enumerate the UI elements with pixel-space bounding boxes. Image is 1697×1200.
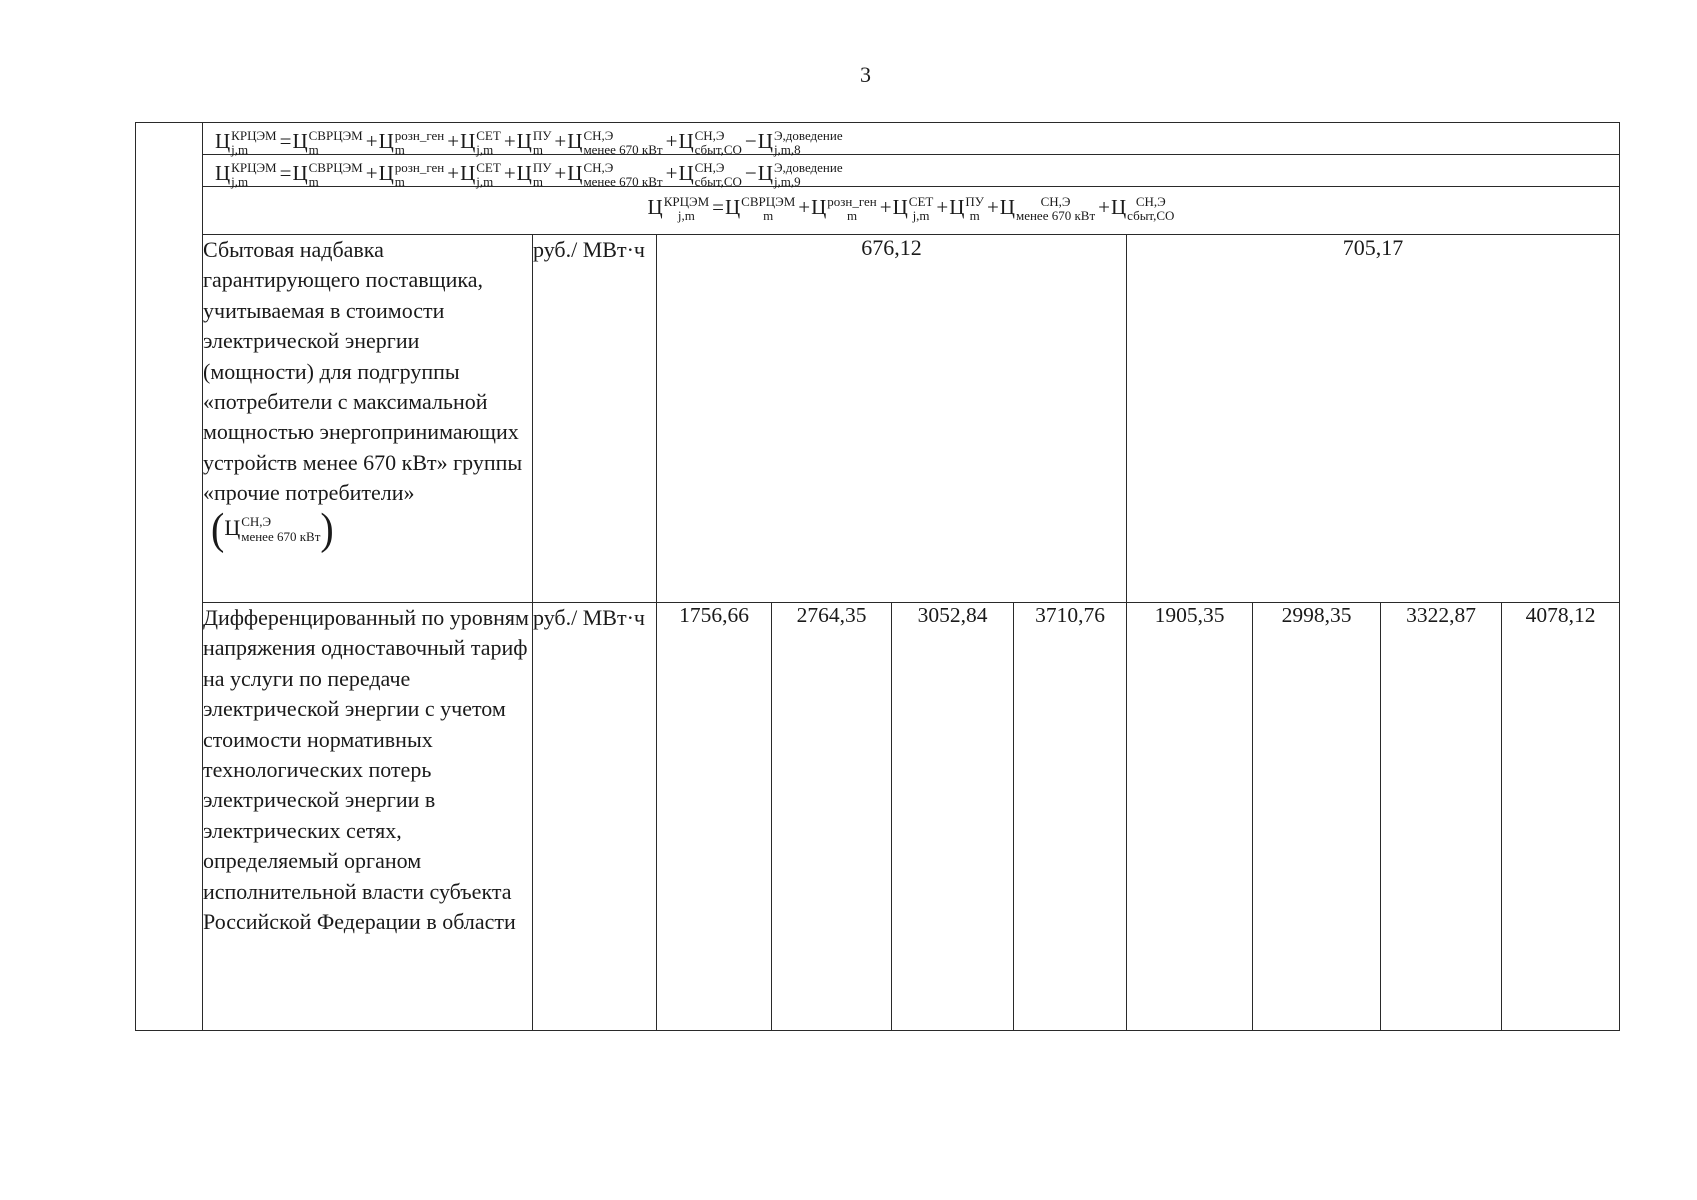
formula-3 xyxy=(203,187,1619,234)
tariff-value: 1905,35 xyxy=(1127,603,1253,1031)
formula-row-3 xyxy=(203,187,1620,235)
tariff-value: 1756,66 xyxy=(657,603,772,1031)
formula-1 xyxy=(203,123,1619,157)
formula-operator: + xyxy=(447,128,460,153)
formula-term: Ц СВРЦЭМ m xyxy=(292,160,363,189)
formula-term: Ц Э,доведение j,m,9 xyxy=(757,160,843,189)
formula-2 xyxy=(203,155,1619,189)
formula-operator: + xyxy=(447,160,460,185)
formula-term: Ц СЕТ j,m xyxy=(892,194,934,223)
formula-term: Ц ПУ m xyxy=(949,194,984,223)
formula-term: Ц ПУ m xyxy=(516,128,552,157)
markup-formula: ( Ц СН,Э менее 670 кВт ) xyxy=(211,503,334,553)
tariff-value: 2998,35 xyxy=(1253,603,1381,1031)
tariff-value: 3052,84 xyxy=(892,603,1014,1031)
formula-operator: + xyxy=(665,128,678,153)
formula-term: Ц КРЦЭМ j,m xyxy=(647,194,710,223)
formula-term: Ц КРЦЭМ j,m xyxy=(215,128,277,157)
formula-term: Ц ПУ m xyxy=(516,160,552,189)
formula-term: Ц СЕТ j,m xyxy=(460,128,501,157)
formula-operator: + xyxy=(798,194,811,219)
page-number: 3 xyxy=(860,62,871,87)
formula-operator: + xyxy=(365,128,378,153)
formula-row-2 xyxy=(203,155,1620,187)
formula-operator: + xyxy=(936,194,949,219)
formula-term: Ц СН,Э сбыт,СО xyxy=(678,160,742,189)
markup-value-period1: 676,12 xyxy=(657,235,1127,603)
formula-operator: = xyxy=(712,194,724,219)
tariff-table xyxy=(135,122,1620,1031)
markup-value-period2: 705,17 xyxy=(1127,235,1620,603)
tariff-value: 2764,35 xyxy=(772,603,892,1031)
formula-operator: + xyxy=(554,160,567,185)
tariff-value: 3322,87 xyxy=(1381,603,1502,1031)
formula-operator: − xyxy=(744,128,757,153)
formula-term: Ц КРЦЭМ j,m xyxy=(215,160,277,189)
paren-open: ( xyxy=(211,503,225,553)
tariff-value: 4078,12 xyxy=(1502,603,1620,1031)
formula-operator: + xyxy=(665,160,678,185)
formula-term: Ц Э,доведение j,m,8 xyxy=(757,128,843,157)
formula-term: Ц СН,Э менее 670 кВт xyxy=(567,160,663,189)
tariff-unit: руб./ МВт·ч xyxy=(533,603,657,1031)
paren-close: ) xyxy=(320,503,334,553)
row-number-cell xyxy=(136,123,203,1031)
formula-operator: + xyxy=(365,160,378,185)
formula-operator: + xyxy=(879,194,892,219)
tariff-value: 3710,76 xyxy=(1014,603,1127,1031)
formula-operator: = xyxy=(279,160,292,185)
formula-operator: + xyxy=(1098,194,1110,219)
formula-term: Ц розн_ген m xyxy=(378,160,445,189)
markup-label: Сбытовая надбавка гарантирующего поставщика, учитываемая в стоимости электрической энергии (мощности) для подгруппы «потребители с максимальной мощностью энергопринимающих устройств менее 670 кВт» группы «прочие потребители» xyxy=(203,237,523,506)
tariff-label: Дифференцированный по уровням напряжения одноставочный тариф на услуги по передаче электрической энергии с учетом стоимости нормативных технологических потерь электрической энергии в электрических сетях, определяемый органом исполнительной власти субъекта Российской Федерации в области xyxy=(203,603,533,1031)
formula-operator: + xyxy=(503,160,516,185)
formula-term: Ц СВРЦЭМ m xyxy=(724,194,796,223)
formula-term: Ц СН,Э сбыт,СО xyxy=(678,128,742,157)
formula-term: Ц СН,Э менее 670 кВт xyxy=(567,128,663,157)
formula-operator: + xyxy=(554,128,567,153)
formula-row-1 xyxy=(203,123,1620,155)
formula-operator: + xyxy=(503,128,516,153)
formula-operator: + xyxy=(986,194,999,219)
markup-unit: руб./ МВт·ч xyxy=(533,235,657,603)
formula-operator: − xyxy=(744,160,757,185)
formula-term: Ц СВРЦЭМ m xyxy=(292,128,363,157)
formula-term: Ц СН,Э менее 670 кВт xyxy=(999,194,1096,223)
markup-label-cell xyxy=(203,235,533,603)
formula-operator: = xyxy=(279,128,292,153)
formula-term: Ц СЕТ j,m xyxy=(460,160,501,189)
formula-term: Ц розн_ген m xyxy=(811,194,877,223)
formula-term: Ц розн_ген m xyxy=(378,128,445,157)
formula-term: Ц СН,Э сбыт,СО xyxy=(1110,194,1175,223)
